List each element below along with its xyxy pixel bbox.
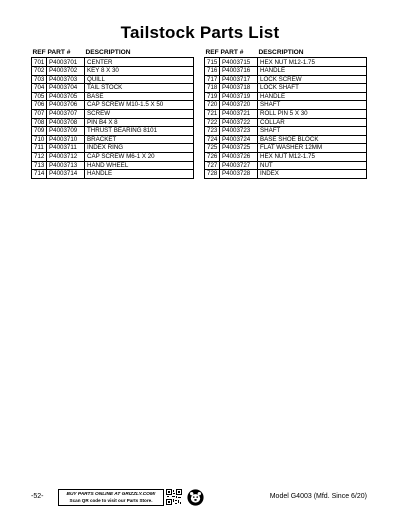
cell-ref: 701 [32,58,47,67]
table-row [205,152,367,161]
grizzly-bear-logo [187,489,204,506]
cell-part-number: P4003701 [47,58,85,67]
cell-part-number: P4003707 [47,109,85,118]
cell-description: CENTER [85,58,194,67]
cell-part-number: P4003705 [47,92,85,101]
cell-part-number: P4003710 [47,135,85,144]
table-row [205,92,367,101]
cell-description: BASE SHOE BLOCK [258,135,367,144]
cell-ref: 724 [205,135,220,144]
cell-ref: 727 [205,161,220,170]
cell-part-number: P4003719 [220,92,258,101]
table-row [205,135,367,144]
cell-part-number: P4003726 [220,152,258,161]
table-row [32,170,194,179]
table-row [205,161,367,170]
cell-description: HAND WHEEL [85,161,194,170]
header-description: DESCRIPTION [85,49,131,56]
cell-ref: 726 [205,152,220,161]
table-row [32,109,194,118]
promo-headline: BUY PARTS ONLINE AT GRIZZLY.COM! [66,491,156,497]
table-row [32,161,194,170]
table-header-row [32,49,194,58]
cell-part-number: P4003728 [220,170,258,179]
cell-part-number: P4003723 [220,127,258,136]
header-part: PART # [47,49,71,56]
cell-description: TAIL STOCK [85,84,194,93]
table-row [205,170,367,179]
cell-description: BASE [85,92,194,101]
cell-part-number: P4003714 [47,170,85,179]
table-row [205,101,367,110]
table-row [32,67,194,76]
cell-part-number: P4003711 [47,144,85,153]
cell-ref: 722 [205,118,220,127]
cell-ref: 728 [205,170,220,179]
cell-part-number: P4003703 [47,75,85,84]
table-row [205,144,367,153]
cell-ref: 723 [205,127,220,136]
cell-description: CAP SCREW M6-1 X 20 [85,152,194,161]
cell-description: SHAFT [258,101,367,110]
cell-description: THRUST BEARING 8101 [85,127,194,136]
table-row [32,135,194,144]
parts-table-left [31,49,194,179]
cell-part-number: P4003722 [220,118,258,127]
cell-part-number: P4003720 [220,101,258,110]
cell-description: HANDLE [258,67,367,76]
table-row [205,67,367,76]
table-row [32,144,194,153]
cell-description: HANDLE [258,92,367,101]
header-part: PART # [220,49,244,56]
cell-ref: 712 [32,152,47,161]
cell-ref: 707 [32,109,47,118]
cell-description: QUILL [85,75,194,84]
cell-part-number: P4003727 [220,161,258,170]
cell-ref: 704 [32,84,47,93]
model-number: Model G4003 (Mfd. Since 6/20) [269,493,367,500]
page-number: -52- [31,493,44,500]
cell-ref: 720 [205,101,220,110]
cell-description: INDEX [258,170,367,179]
parts-promo-box [58,489,164,506]
cell-description: COLLAR [258,118,367,127]
table-row [205,75,367,84]
cell-description: SHAFT [258,127,367,136]
cell-description: PIN B4 X 8 [85,118,194,127]
cell-part-number: P4003702 [47,67,85,76]
cell-part-number: P4003704 [47,84,85,93]
parts-table-right-body [205,58,367,178]
header-ref: REF [32,49,46,56]
cell-ref: 702 [32,67,47,76]
cell-ref: 709 [32,127,47,136]
header-description: DESCRIPTION [258,49,304,56]
qr-code-icon[interactable] [166,489,182,505]
table-row [32,118,194,127]
header-ref: REF [205,49,219,56]
cell-ref: 716 [205,67,220,76]
cell-ref: 714 [32,170,47,179]
parts-table-right [204,49,367,179]
table-row [32,127,194,136]
promo-subline: Scan QR code to visit our Parts Store. [69,497,153,503]
table-row [32,92,194,101]
table-row [32,101,194,110]
cell-ref: 713 [32,161,47,170]
cell-description: LOCK SHAFT [258,84,367,93]
cell-description: HEX NUT M12-1.75 [258,58,367,67]
page-title: Tailstock Parts List [120,23,280,42]
table-header-row [205,49,367,58]
cell-ref: 718 [205,84,220,93]
cell-ref: 711 [32,144,47,153]
cell-ref: 710 [32,135,47,144]
cell-description: HANDLE [85,170,194,179]
cell-ref: 725 [205,144,220,153]
cell-part-number: P4003717 [220,75,258,84]
cell-description: SCREW [85,109,194,118]
cell-part-number: P4003718 [220,84,258,93]
cell-ref: 715 [205,58,220,67]
table-row [205,58,367,67]
cell-description: HEX NUT M12-1.75 [258,152,367,161]
parts-table-left-body [32,58,194,178]
cell-description: FLAT WASHER 12MM [258,144,367,153]
table-row [205,84,367,93]
cell-ref: 721 [205,109,220,118]
cell-description: INDEX RING [85,144,194,153]
cell-description: CAP SCREW M10-1.5 X 50 [85,101,194,110]
cell-part-number: P4003725 [220,144,258,153]
cell-ref: 717 [205,75,220,84]
table-row [32,152,194,161]
cell-description: BRACKET [85,135,194,144]
table-row [205,109,367,118]
cell-ref: 705 [32,92,47,101]
cell-ref: 708 [32,118,47,127]
cell-part-number: P4003709 [47,127,85,136]
table-row [32,84,194,93]
cell-description: NUT [258,161,367,170]
cell-description: LOCK SCREW [258,75,367,84]
table-row [32,75,194,84]
cell-ref: 706 [32,101,47,110]
cell-part-number: P4003713 [47,161,85,170]
cell-part-number: P4003716 [220,67,258,76]
cell-ref: 719 [205,92,220,101]
cell-part-number: P4003721 [220,109,258,118]
table-row [32,58,194,67]
table-row [205,118,367,127]
cell-ref: 703 [32,75,47,84]
cell-part-number: P4003715 [220,58,258,67]
cell-part-number: P4003706 [47,101,85,110]
cell-part-number: P4003724 [220,135,258,144]
cell-part-number: P4003708 [47,118,85,127]
cell-description: ROLL PIN 5 X 30 [258,109,367,118]
cell-description: KEY 8 X 30 [85,67,194,76]
table-row [205,127,367,136]
cell-part-number: P4003712 [47,152,85,161]
